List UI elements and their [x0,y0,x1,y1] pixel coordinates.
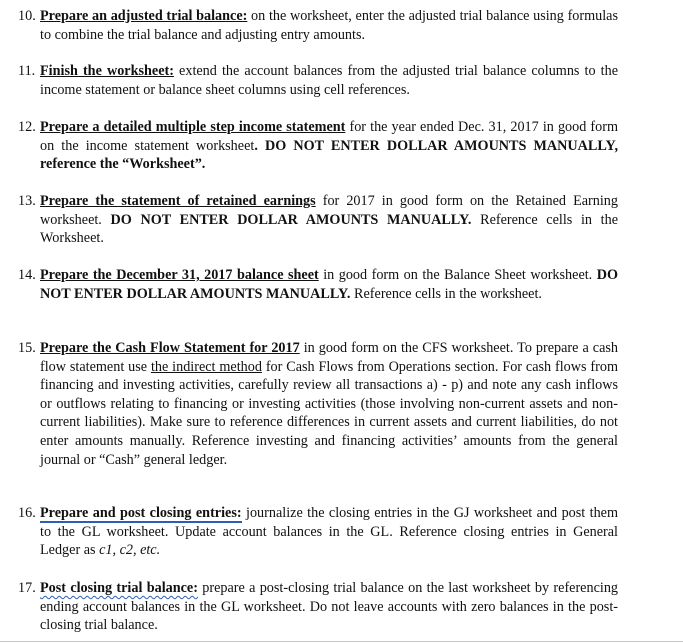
item-text: journalize the closing entries in the GJ worksheet and post them to the GL worksheet. Update account balances in the GL. Reference closing entries in General Ledger as [40,505,619,559]
instruction-item-15 [18,339,618,469]
item-heading: Finish the worksheet: [40,63,174,79]
page-bottom-divider [0,641,683,642]
instruction-item-14 [18,266,618,303]
instruction-item-13 [18,192,618,248]
item-text: for 2017 in good form on the Retained Earning worksheet. [40,193,618,228]
item-text: for the year ended Dec. 31, 2017 in good form on the income statement worksheet [40,119,618,154]
item-heading: Prepare a detailed multiple step income statement [40,119,346,135]
instruction-item-17 [18,579,618,635]
instruction-item-12 [18,118,618,174]
item-italic-codes: c1, c2, etc. [99,542,161,559]
item-number: 10. [18,8,36,24]
item-bold-warning: DO NOT ENTER DOLLAR AMOUNTS MANUALLY. [40,267,618,302]
item-bold-warning: DO NOT ENTER DOLLAR AMOUNTS MANUALLY. [110,211,472,228]
item-number: 15. [18,340,36,356]
item-heading: Prepare the Cash Flow Statement for 2017 [40,340,300,356]
instruction-item-10 [18,7,618,44]
item-text: in good form on the Balance Sheet worksheet. [318,267,597,283]
item-text: in good form on the CFS worksheet. To prepare a cash flow statement use [40,340,618,375]
item-number: 17. [18,580,36,596]
item-number: 13. [18,193,36,209]
item-number: 12. [18,119,36,135]
item-text: on the worksheet, enter the adjusted trial balance using formulas to combine the trial balance and adjusting entry amounts. [40,8,618,43]
item-text-end: Reference cells in the Worksheet. [40,211,618,247]
item-underlined-method: the indirect method [150,358,262,375]
item-heading: Post closing trial balance: [40,580,198,596]
instruction-item-16 [18,504,618,560]
item-number: 16. [18,505,36,521]
item-bold-warning: . DO NOT ENTER DOLLAR AMOUNTS MANUALLY, reference the “Worksheet”. [40,137,618,173]
instruction-item-11 [18,62,618,99]
item-text-end: for Cash Flows from Operations section. For cash flows from financing and investing activities, carefully review all transactions a) - p) and note any cash inflows or outflows relating to financing or investing activities (those involving non-current assets and non-current liabilities). Make sure to reference differences in current assets and current liabilities, do not enter amounts manually. Reference investing and financing activities’ amounts from the general journal or “Cash” general ledger. [40,358,618,468]
item-heading: Prepare an adjusted trial balance: [40,8,248,24]
item-heading: Prepare the December 31, 2017 balance sheet [40,267,319,283]
item-text-end: Reference cells in the worksheet. [350,285,542,302]
item-heading: Prepare the statement of retained earnings [40,193,316,209]
item-number: 14. [18,267,36,283]
item-heading: Prepare and post closing entries: [40,505,242,521]
item-text: extend the account balances from the adjusted trial balance columns to the income statement or balance sheet columns using cell references. [40,63,619,98]
item-number: 11. [18,63,36,79]
item-text: prepare a post-closing trial balance on the last worksheet by referencing ending account balances in the GL worksheet. Do not leave accounts with zero balances in the post-closing trial balance. [40,580,619,634]
